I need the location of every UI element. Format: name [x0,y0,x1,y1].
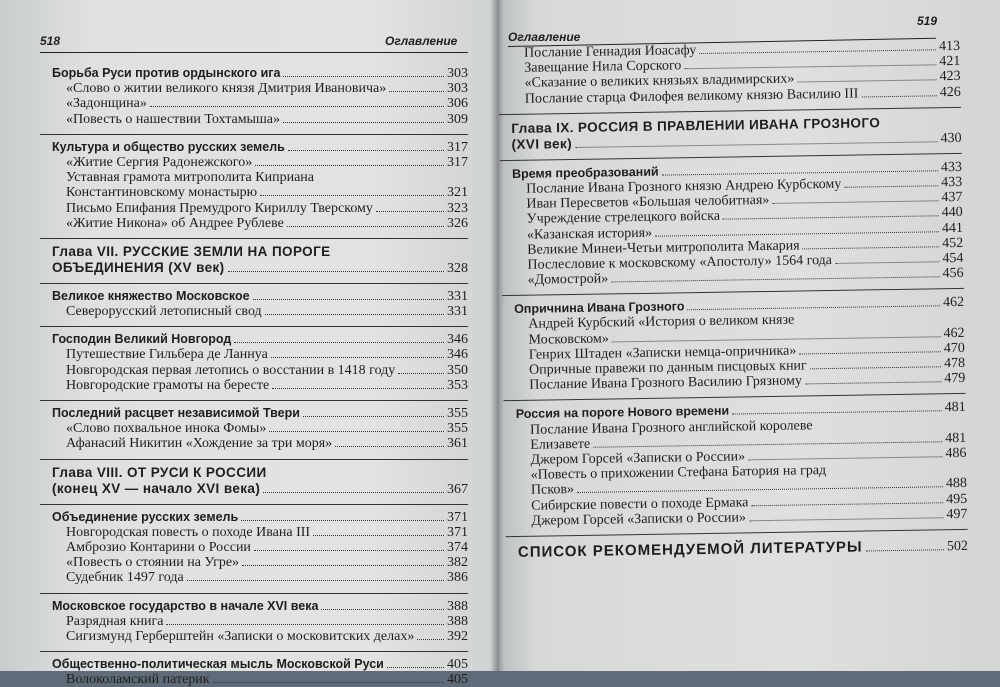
right-running-head: Оглавление [508,30,581,44]
page-number: 392 [447,628,468,644]
dot-leader [313,525,444,536]
dot-leader [263,482,444,493]
dot-leader [150,96,444,107]
right-toc [510,39,968,563]
chapter-title-row [52,481,468,497]
toc-entry-row [52,570,468,585]
toc-entry-row [52,614,468,629]
toc-entry-row [52,436,468,451]
group-separator [52,231,468,244]
left-header-rule [40,52,468,53]
toc-entry-row [52,216,468,231]
entry-title: Андрей Курбский «История о великом князе [528,313,795,333]
chapter-title-row [52,260,468,276]
page-number: 479 [944,371,966,387]
entry-title: Сибирские повести о походе Ермака [531,494,749,514]
entry-title: Волоколамский патерик [66,672,210,687]
dot-leader [835,251,940,264]
left-page-number: 518 [40,34,61,48]
dot-leader [387,657,444,668]
dot-leader [797,70,936,83]
page-number: 497 [946,506,968,522]
entry-title: Афанасий Никитин «Хождение за три моря» [66,436,333,452]
page-number: 456 [942,265,964,282]
entry-title: Джером Горсей «Записки о России» [531,510,747,529]
page-number: 488 [945,476,968,492]
dot-leader [321,599,444,610]
page-number: 371 [447,509,468,525]
separator-rule [40,504,468,505]
dot-leader [389,81,444,92]
page-number: 440 [941,205,963,221]
page-number: 309 [447,111,468,127]
entry-title: Московском» [528,331,609,348]
entry-title: Иван Пересветов «Большая челобитная» [526,193,770,212]
toc-entry-row [52,347,468,362]
group-separator [52,497,468,510]
page-number: 388 [447,613,468,629]
entry-title: Джером Горсей «Записки о России» [530,449,746,468]
toc-entry-row [52,540,468,555]
page-number: 423 [939,69,961,85]
entry-title: Елизавете [530,436,591,453]
page-number: 433 [941,174,963,191]
toc-entry-row [52,304,468,319]
dot-leader [242,555,444,566]
entry-title: Завещание Нила Сорского [524,58,682,76]
dot-leader [265,304,444,315]
page-number: 306 [447,96,468,112]
dot-leader [187,570,444,581]
chapter-title-line: Глава IX. РОССИЯ В ПРАВЛЕНИИ ИВАНА ГРОЗНОГО [511,114,881,136]
page-number: 413 [938,38,961,55]
section-title: Россия на пороге Нового времени [515,403,730,422]
group-separator [52,127,468,140]
toc-entry-row [52,96,468,111]
separator-rule [40,283,468,284]
page-number: 502 [946,538,969,555]
entry-title: «Повесть о прихожении Стефана Батория на град [530,463,827,483]
page-number: 346 [447,332,468,348]
dot-leader [748,446,943,460]
entry-title: Уставная грамота митрополита Киприана [66,170,315,186]
right-page-number: 519 [917,14,938,28]
entry-title: Новгородская первая летопись о восстании в 1418 году [66,362,396,378]
dot-leader [866,539,944,551]
dot-leader [772,190,938,204]
group-separator [52,393,468,406]
entry-title: «Задонщина» [66,96,147,112]
page-number: 454 [942,250,964,267]
section-title: Борьба Руси против ордынского ига [52,66,281,80]
entry-title: Новгородские грамоты на бересте [66,377,270,393]
page-number: 462 [942,295,965,311]
page-number: 495 [946,491,968,507]
section-title: Великое княжество Московское [52,288,250,303]
dot-leader [283,112,444,123]
toc-entry-row [52,525,468,540]
separator-rule [502,288,964,296]
entry-title: Опричные правежи по данным писцовых книг [528,358,807,378]
toc-entry-row [52,81,468,96]
toc-section-row [52,599,468,614]
toc-entry-row [52,185,468,200]
page-number: 303 [447,81,468,97]
entry-title: Сигизмунд Герберштейн «Записки о московитских делах» [66,628,415,644]
page-number: 421 [939,54,961,70]
dot-leader [799,341,941,354]
dot-leader [283,66,444,77]
page-number: 350 [447,362,468,378]
toc-entry-row [52,363,468,378]
section-title: Время преобразований [511,164,659,181]
page-number: 437 [941,190,963,206]
entry-title: «Повесть о стоянии на Угре» [66,555,240,571]
page-number: 317 [447,154,468,170]
dot-leader [723,206,939,220]
page-number: 328 [447,260,468,276]
toc-section-row [52,332,468,347]
page-number: 441 [941,220,964,236]
entry-title: «Слово о житии великого князя Дмитрия Ивановича» [66,81,387,97]
entry-title: Послание Ивана Грозного Василию Грязному [529,373,803,393]
page-number: 481 [945,430,967,446]
dot-leader [166,614,444,625]
chapter-title-line: Глава VIII. ОТ РУСИ К РОССИИ [52,464,267,480]
entry-title: Генрих Штаден «Записки немца-опричника» [528,343,797,363]
left-page [0,0,497,687]
page-number: 405 [447,672,468,687]
dot-leader [269,421,444,432]
separator-rule [500,153,962,161]
separator-rule [40,651,468,652]
page-number: 388 [447,598,468,614]
dot-leader [732,401,942,415]
dot-leader [805,371,942,384]
entry-title: Письмо Епифания Премудрого Кириллу Тверскому [66,200,373,216]
toc-entry-row [52,421,468,436]
entry-title: «Повесть о нашествии Тохтамыша» [66,111,280,127]
dot-leader [260,185,444,196]
separator-rule [499,107,961,115]
chapter-title-line: Глава VII. РУССКИЕ ЗЕМЛИ НА ПОРОГЕ [52,243,331,259]
entry-title: «Житие Сергия Радонежского» [66,154,253,170]
page-number: 346 [447,347,468,363]
section-title: Общественно-политическая мысль Московской Руси [52,657,384,672]
entry-title: Судебник 1497 года [66,570,184,586]
page-number: 462 [943,325,965,341]
toc-section-row [52,406,468,421]
page-number: 452 [942,235,964,251]
page-number: 426 [939,84,961,100]
dot-leader [271,347,444,358]
toc-section-row [52,657,468,672]
entry-title: Послание Ивана Грозного английской королеве [529,417,813,438]
dot-leader [417,629,444,640]
section-title: Объединение русских земель [52,509,239,524]
dot-leader [844,175,938,187]
separator-rule [504,393,966,401]
entry-title: Послание старца Филофея великому князю Василию III [524,86,859,107]
dot-leader [234,332,444,343]
entry-title: Псков» [530,482,575,499]
page-number: 323 [447,200,468,216]
separator-rule [40,400,468,401]
section-title: Московское государство в начале XVI века [52,598,319,613]
entry-title: Послесловие к московскому «Апостолу» 1564 года [527,252,833,273]
entry-title: Послание Ивана Грозного князю Андрею Курбскому [526,176,842,197]
toc-entry-row [52,201,468,216]
separator-rule [40,593,468,594]
toc-entry-row [52,555,468,570]
toc-section-row [52,140,468,155]
dot-leader [241,510,444,521]
dot-leader [810,356,941,369]
page-number: 433 [940,159,963,175]
page-number: 303 [447,66,468,81]
entry-title: «Житие Никона» об Андрее Рублеве [66,215,284,231]
entry-title: «Сказание о великих князьях владимирских» [524,71,795,92]
page-number: 331 [447,304,468,320]
page-number: 361 [447,436,468,452]
entry-title: «Казанская история» [526,225,653,243]
page-number: 371 [447,524,468,540]
entry-title: «Слово похвальное инока Фомы» [66,421,267,437]
group-separator [52,452,468,465]
separator-rule [40,134,468,135]
dot-leader [253,289,444,300]
separator-rule [40,326,468,327]
page-number: 486 [945,445,967,462]
left-running-head: Оглавление [385,34,458,48]
dot-leader [699,39,936,54]
page-number: 374 [447,539,468,555]
section-title: Культура и общество русских земель [52,139,285,154]
toc-entry-row [52,672,468,687]
toc-entry-row [52,378,468,393]
dot-leader [803,236,940,249]
entry-title: Послание Геннадия Иоасафу [523,43,697,61]
chapter-title-line: (конец XV — начало XVI века) [52,480,261,496]
section-title: Последний расцвет независимой Твери [52,406,300,420]
dot-leader [335,436,444,447]
group-separator [52,276,468,289]
dot-leader [288,140,444,151]
dot-leader [254,540,444,551]
page-number: 331 [447,288,468,304]
dot-leader [287,216,444,227]
page-number: 478 [943,355,966,372]
chapter-title-line: (XVI век) [511,135,573,152]
page-number: 321 [447,185,468,201]
toc-section-row [52,289,468,304]
entry-title: Константиновскому монастырю [66,185,258,201]
page-number: 326 [447,215,468,231]
entry-title: Великие Минеи-Четьи митрополита Макария [527,238,800,258]
dot-leader [228,261,444,272]
book-gutter [490,0,504,671]
page-number: 353 [447,377,468,393]
separator-rule [506,529,968,537]
section-title: Господин Великий Новгород [52,332,232,347]
page-number: 355 [447,421,468,437]
dot-leader [255,155,444,166]
entry-title: Амброзио Контарини о России [66,539,251,555]
dot-leader [376,201,444,212]
entry-title: Новгородская повесть о походе Ивана III [66,524,311,540]
toc-entry-row [52,112,468,127]
right-page [497,0,1000,671]
page-number: 367 [447,481,468,497]
separator-rule [40,238,468,239]
page-number: 386 [447,570,468,586]
bibliography-title: СПИСОК РЕКОМЕНДУЕМОЙ ЛИТЕРАТУРЫ [517,538,863,561]
dot-leader [272,378,444,389]
dot-leader [749,507,944,521]
page-number: 430 [940,130,962,146]
page-number: 481 [944,400,966,416]
left-toc [52,66,468,687]
page-number: 405 [447,657,468,673]
separator-rule [40,459,468,460]
entry-title: Путешествие Гильбера де Ланнуа [66,347,268,363]
page-number: 355 [447,406,468,421]
toc-entry-row [52,629,468,644]
entry-title: Разрядная книга [66,613,164,629]
dot-leader [751,492,943,506]
dot-leader [303,406,444,417]
group-separator [52,586,468,599]
page-number: 470 [943,340,965,357]
chapter-title-line: ОБЪЕДИНЕНИЯ (XV век) [52,259,225,275]
toc-entry-row [52,155,468,170]
entry-title: «Домострой» [527,271,609,288]
dot-leader [861,85,937,97]
section-title: Опричнина Ивана Грозного [514,299,685,317]
dot-leader [398,363,444,374]
toc-section-row [52,510,468,525]
group-separator [52,319,468,332]
page-number: 317 [447,139,468,155]
toc-section-row [52,66,468,81]
dot-leader [213,672,444,683]
toc-entry-row [52,170,468,185]
entry-title: Учреждение стрелецкого войска [526,209,721,228]
group-separator [52,644,468,657]
page-number: 382 [447,555,468,571]
entry-title: Северорусский летописный свод [66,304,262,320]
